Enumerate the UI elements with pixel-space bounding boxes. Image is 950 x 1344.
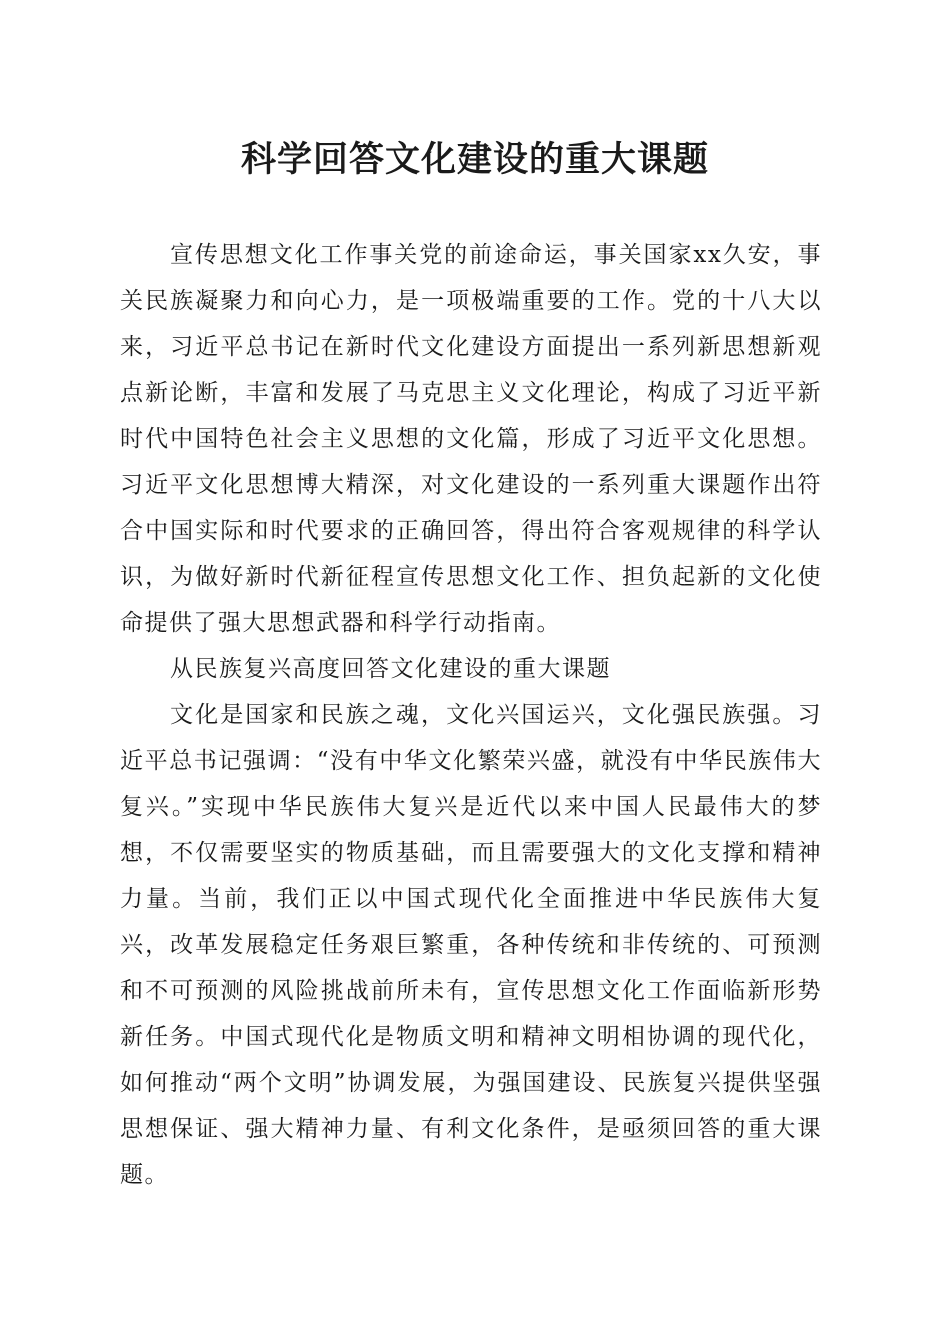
section-paragraph: 文化是国家和民族之魂，文化兴国运兴，文化强民族强。习近平总书记强调：“没有中华文化繁荣兴盛，就没有中华民族伟大复兴。”实现中华民族伟大复兴是近代以来中国人民最伟大的梦想，不仅需要坚实的物质基础，而且需要强大的文化支撑和精神力量。当前，我们正以中国式现代化全面推进中华民族伟大复兴，改革发展稳定任务艰巨繁重，各种传统和非传统的、可预测和不可预测的风险挑战前所未有，宣传思想文化工作面临新形势新任务。中国式现代化是物质文明和精神文明相协调的现代化，如何推动“两个文明”协调发展，为强国建设、民族复兴提供坚强思想保证、强大精神力量、有利文化条件，是亟须回答的重大课题。 (120, 702, 822, 1188)
document-title: 科学回答文化建设的重大课题 (240, 139, 709, 180)
document-body (120, 232, 822, 1198)
section-heading: 从民族复兴高度回答文化建设的重大课题 (170, 656, 611, 682)
intro-paragraph: 宣传思想文化工作事关党的前途命运，事关国家xx久安，事关民族凝聚力和向心力，是一项极端重要的工作。党的十八大以来，习近平总书记在新时代文化建设方面提出一系列新思想新观点新论断，丰富和发展了马克思主义文化理论，构成了习近平新时代中国特色社会主义思想的文化篇，形成了习近平文化思想。习近平文化思想博大精深，对文化建设的一系列重大课题作出符合中国实际和时代要求的正确回答，得出符合客观规律的科学认识，为做好新时代新征程宣传思想文化工作、担负起新的文化使命提供了强大思想武器和科学行动指南。 (120, 242, 822, 636)
